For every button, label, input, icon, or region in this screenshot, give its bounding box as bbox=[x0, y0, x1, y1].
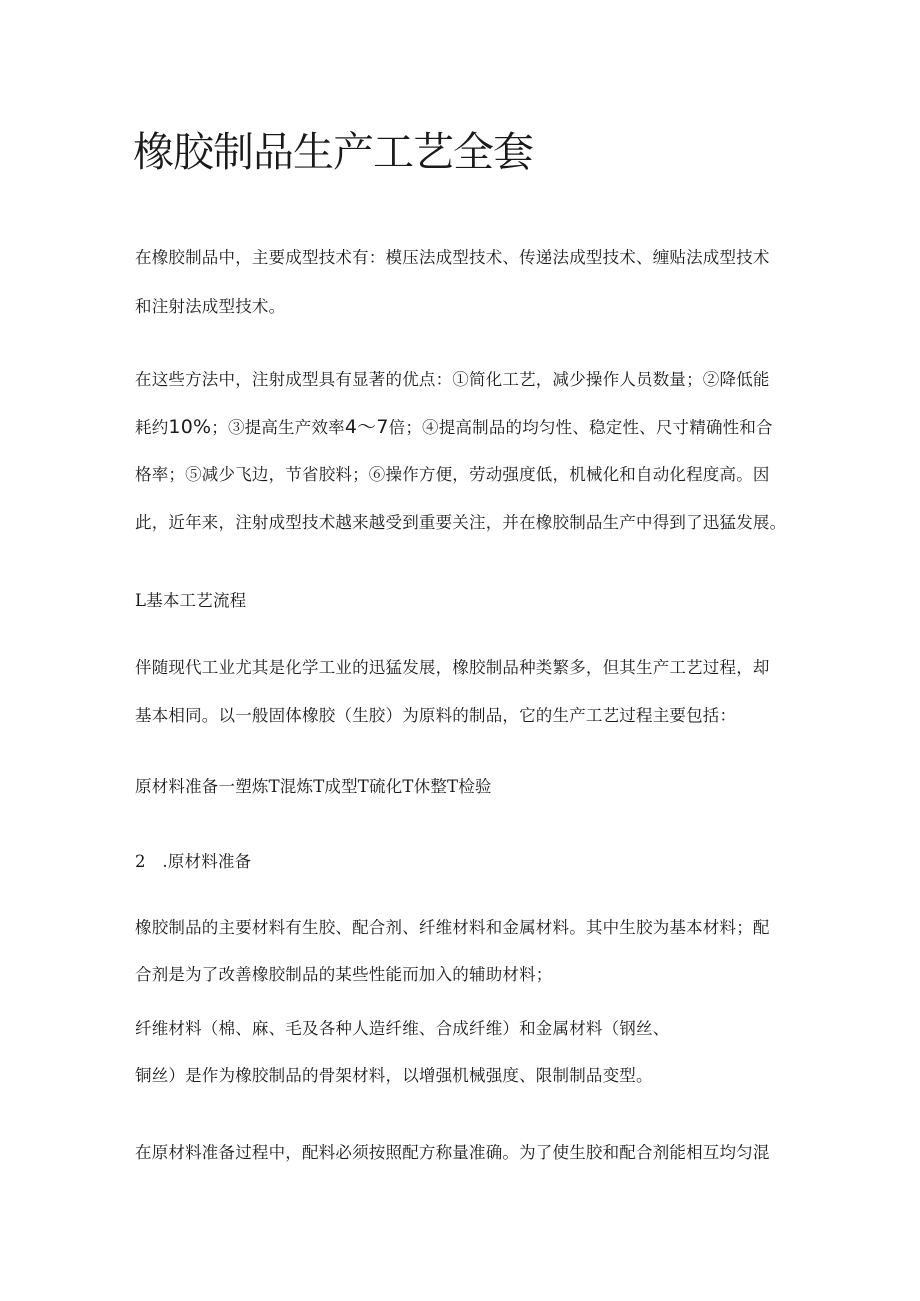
paragraph-3-line-2: 基本相同。以一般固体橡胶（生胶）为原料的制品，它的生产工艺过程主要包括： bbox=[135, 706, 737, 725]
process-flow: 原材料准备一塑炼T混炼T成型T硫化T休整T检验 bbox=[135, 777, 492, 796]
paragraph-2-line-4: 此，近年来，注射成型技术越来越受到重要关注，并在橡胶制品生产中得到了迅猛发展。 bbox=[135, 513, 787, 532]
paragraph-3-line-1: 伴随现代工业尤其是化学工业的迅猛发展，橡胶制品种类繁多，但其生产工艺过程，却 bbox=[135, 658, 770, 677]
paragraph-5-line-2: 铜丝）是作为橡胶制品的骨架材料，以增强机械强度、限制制品变型。 bbox=[135, 1066, 653, 1085]
efficiency-range: 4〜7 bbox=[344, 416, 389, 438]
paragraph-2-line-2 bbox=[135, 415, 773, 440]
text-segment: 耗约 bbox=[135, 418, 169, 437]
paragraph-5-line-1: 纤维材料（棉、麻、毛及各种人造纤维、合成纤维）和金属材料（钢丝、 bbox=[135, 1019, 670, 1038]
text-segment: ；③提高生产效率 bbox=[211, 418, 345, 437]
paragraph-2-line-1: 在这些方法中，注射成型具有显著的优点：①简化工艺，减少操作人员数量；②降低能 bbox=[135, 370, 770, 389]
paragraph-4-line-1: 橡胶制品的主要材料有生胶、配合剂、纤维材料和金属材料。其中生胶为基本材料；配 bbox=[135, 918, 770, 937]
paragraph-6-line-1: 在原材料准备过程中，配料必须按照配方称量准确。为了使生胶和配合剂能相互均匀混 bbox=[135, 1143, 770, 1162]
document-title: 橡胶制品生产工艺全套 bbox=[133, 128, 533, 176]
paragraph-4-line-2: 合剂是为了改善橡胶制品的某些性能而加入的辅助材料； bbox=[135, 965, 553, 984]
percent-value: 10% bbox=[168, 416, 212, 438]
paragraph-2-line-3: 格率；⑤减少飞边，节省胶料；⑥操作方便，劳动强度低，机械化和自动化程度高。因 bbox=[135, 465, 770, 484]
text-segment: 倍；④提高制品的均匀性、稳定性、尺寸精确性和合 bbox=[388, 418, 773, 437]
paragraph-1-line-2: 和注射法成型技术。 bbox=[135, 297, 286, 316]
section-heading-2: 2 .原材料准备 bbox=[135, 852, 252, 871]
paragraph-1-line-1: 在橡胶制品中，主要成型技术有：模压法成型技术、传递法成型技术、缠贴法成型技术 bbox=[135, 248, 770, 267]
section-heading-1: L基本工艺流程 bbox=[135, 591, 247, 610]
